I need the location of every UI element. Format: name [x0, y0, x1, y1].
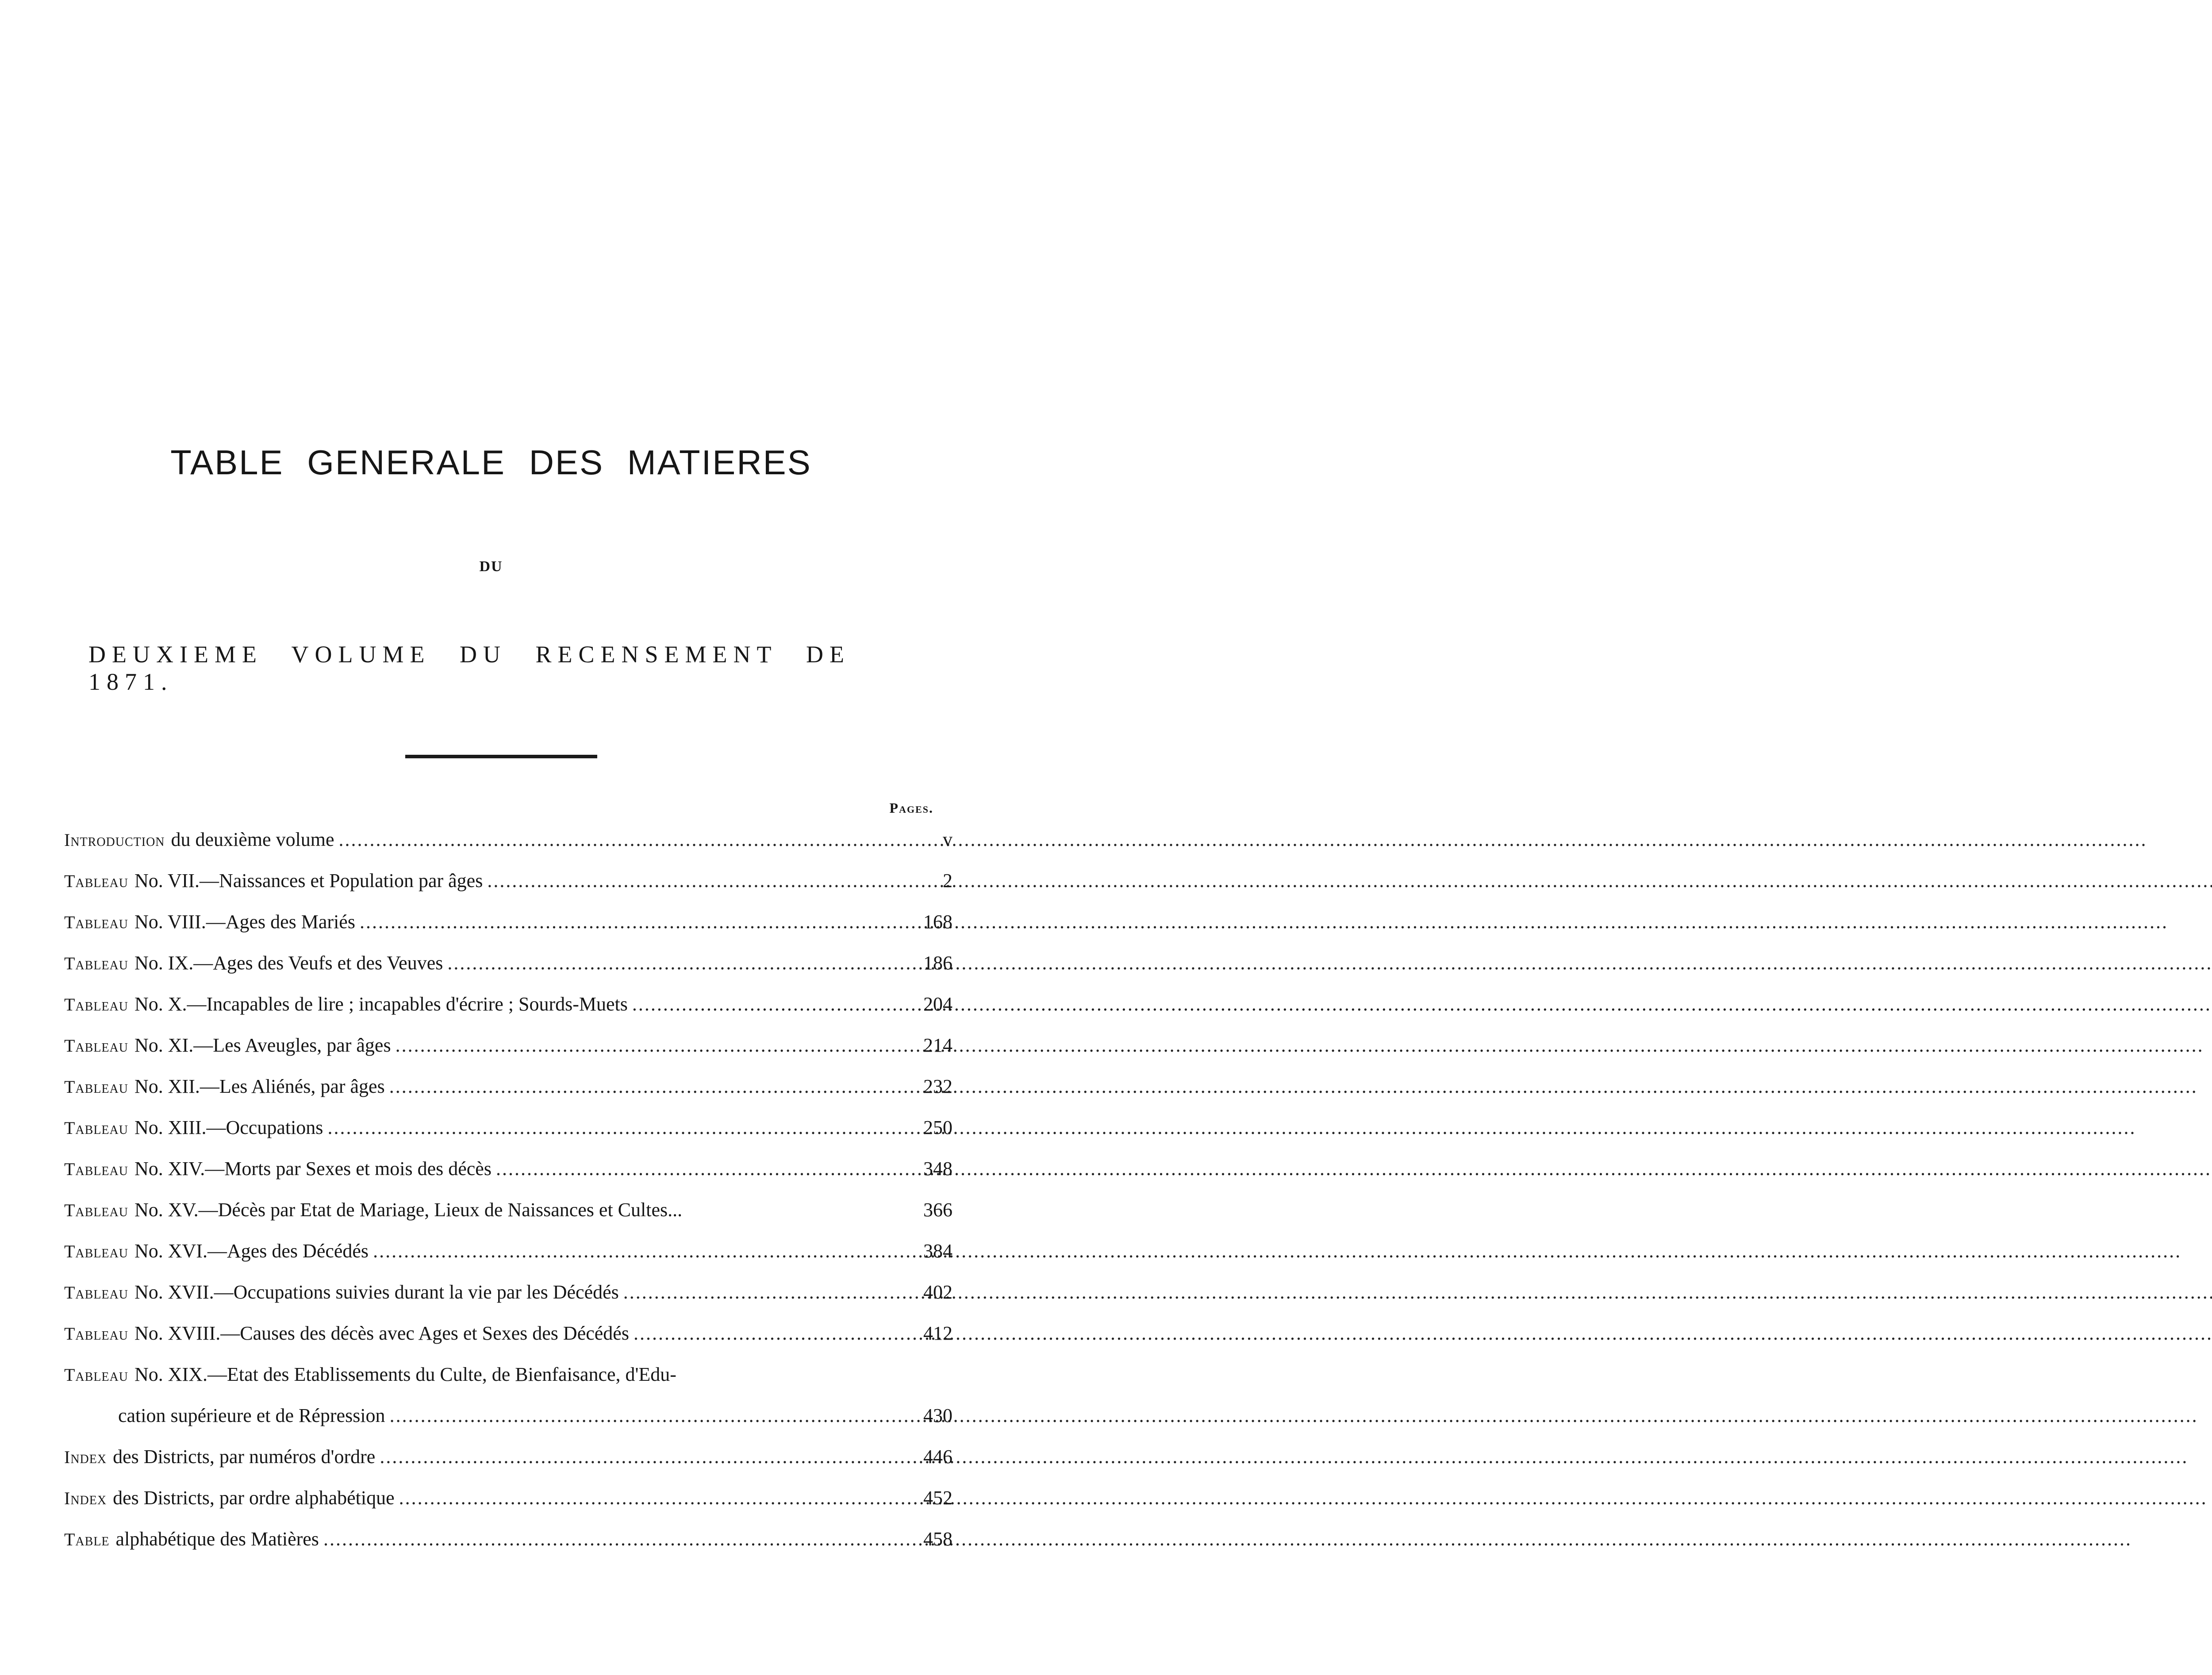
toc-leader-dots: [634, 1322, 904, 1345]
toc-entry-text: No. IX.—Ages des Veufs et des Veuves: [134, 952, 443, 974]
toc-leader-dots: [623, 1281, 904, 1303]
toc-leader-dots: [632, 993, 904, 1015]
toc-entry-text: No. XV.—Décès par Etat de Mariage, Lieux de Naissances et Cultes...: [134, 1199, 683, 1221]
toc-entry-text: No. XI.—Les Aveugles, par âges: [134, 1034, 391, 1056]
divider-rule: [405, 755, 597, 758]
toc-entry-lead: Tableau: [64, 1077, 128, 1097]
toc-entry-text: alphabétique des Matières: [115, 1528, 319, 1550]
toc-entry-text: No. X.—Incapables de lire ; incapables d'écrire ; Sourds-Muets: [134, 993, 628, 1015]
toc-entry: [64, 828, 952, 869]
toc-entry-lead: Tableau: [64, 953, 128, 973]
toc-entry-lead: Tableau: [64, 1159, 128, 1179]
toc-leader-dots: [487, 869, 904, 892]
toc-leader-dots: [447, 952, 904, 974]
toc-entry-page: 458: [923, 1528, 952, 1550]
toc-entry-lead: Tableau: [64, 1365, 128, 1385]
toc-entry: [64, 869, 952, 910]
toc-entry-text: No. XIV.—Morts par Sexes et mois des décès: [134, 1158, 492, 1179]
toc-entry-lead: Tableau: [64, 1324, 128, 1344]
subtitle-du: DU: [479, 558, 503, 575]
toc-entry-page: 412: [923, 1322, 952, 1344]
toc-entry-page: 214: [923, 1034, 952, 1056]
toc-entry-lead: Tableau: [64, 995, 128, 1014]
toc-entry-lead: Tableau: [64, 1036, 128, 1056]
toc-entry: [64, 1034, 952, 1075]
toc-entry-page: 384: [923, 1240, 952, 1262]
toc-entry-text: No. XVI.—Ages des Décédés: [134, 1240, 369, 1262]
toc-entry: [64, 910, 952, 952]
toc-entry-page: 366: [923, 1199, 952, 1221]
toc-entry-page: 402: [923, 1281, 952, 1303]
toc-entry-text: No. XIII.—Occupations: [134, 1117, 323, 1138]
toc-entry: [64, 1363, 952, 1404]
toc-entry: [64, 1528, 952, 1569]
toc-entry-page: 168: [923, 911, 952, 933]
toc-entry-text: No. XIX.—Etat des Etablissements du Culte, de Bienfaisance, d'Edu-: [134, 1364, 676, 1385]
page-title: TABLE GENERALE DES MATIERES: [170, 443, 812, 482]
toc-entry: [64, 1199, 952, 1240]
toc-entry-page: 186: [923, 952, 952, 974]
toc-entry-lead: Index: [64, 1447, 107, 1467]
toc-entry-lead: Table: [64, 1529, 110, 1549]
toc-entry-page: 348: [923, 1158, 952, 1179]
toc-entry: [64, 1240, 952, 1281]
toc-leader-dots: [380, 1445, 904, 1468]
toc-entry: [64, 1322, 952, 1363]
toc-entry-page: v: [943, 829, 952, 850]
toc-entry-lead: Tableau: [64, 1118, 128, 1138]
toc-leader-dots: [360, 910, 904, 933]
toc-entry-text: du deuxième volume: [171, 829, 334, 850]
toc-entry-lead: Tableau: [64, 871, 128, 891]
toc-leader-dots: [373, 1240, 904, 1262]
toc-entry: [64, 1157, 952, 1199]
toc-entry-text: des Districts, par numéros d'ordre: [113, 1446, 376, 1468]
toc-leader-dots: [390, 1404, 904, 1427]
toc-entry: [64, 993, 952, 1034]
page-subtitle: DEUXIEME VOLUME DU RECENSEMENT DE 1871.: [88, 641, 850, 695]
toc-entry-text: des Districts, par ordre alphabétique: [113, 1487, 395, 1509]
toc-entry-page: 452: [923, 1487, 952, 1509]
toc-entry-lead: Tableau: [64, 1283, 128, 1302]
toc-entry: [64, 1281, 952, 1322]
toc-entry-page: 232: [923, 1076, 952, 1097]
pages-column-header: Pages.: [889, 800, 933, 816]
toc-entry-page: 430: [923, 1405, 952, 1426]
toc-entry-page: 2: [943, 870, 952, 891]
document-page: [0, 0, 1056, 1675]
toc-leader-dots: [496, 1157, 904, 1180]
toc-entry-text: No. XVIII.—Causes des décès avec Ages et Sexes des Décédés: [134, 1322, 629, 1344]
toc-entry-lead: Introduction: [64, 830, 165, 850]
toc-entry: [64, 1445, 952, 1487]
toc-entry-text: No. XII.—Les Aliénés, par âges: [134, 1076, 385, 1097]
toc-entry-lead: Tableau: [64, 1200, 128, 1220]
toc-entry-text: No. XVII.—Occupations suivies durant la vie par les Décédés: [134, 1281, 619, 1303]
toc-entry-lead: Tableau: [64, 1241, 128, 1261]
toc-leader-dots: [327, 1116, 904, 1139]
toc-entry: [64, 1487, 952, 1528]
toc-entry-page: 446: [923, 1446, 952, 1468]
toc-entry-text: No. VII.—Naissances et Population par âges: [134, 870, 483, 891]
toc-entry-page: 204: [923, 993, 952, 1015]
toc-entry: [64, 1116, 952, 1157]
toc-entry-page: 250: [923, 1117, 952, 1138]
toc-leader-dots: [339, 828, 904, 851]
toc-entry-text: No. VIII.—Ages des Mariés: [134, 911, 355, 933]
toc-leader-dots: [389, 1075, 904, 1098]
toc-entry-lead: Tableau: [64, 912, 128, 932]
toc-leader-dots: [323, 1528, 904, 1550]
toc-leader-dots: [396, 1034, 904, 1056]
toc-entry-continuation: [64, 1404, 952, 1445]
toc-leader-dots: [399, 1487, 904, 1509]
toc-entry: [64, 1075, 952, 1116]
table-of-contents: [64, 828, 952, 1569]
toc-entry-text: cation supérieure et de Répression: [118, 1405, 385, 1426]
toc-entry: [64, 952, 952, 993]
toc-entry-lead: Index: [64, 1488, 107, 1508]
